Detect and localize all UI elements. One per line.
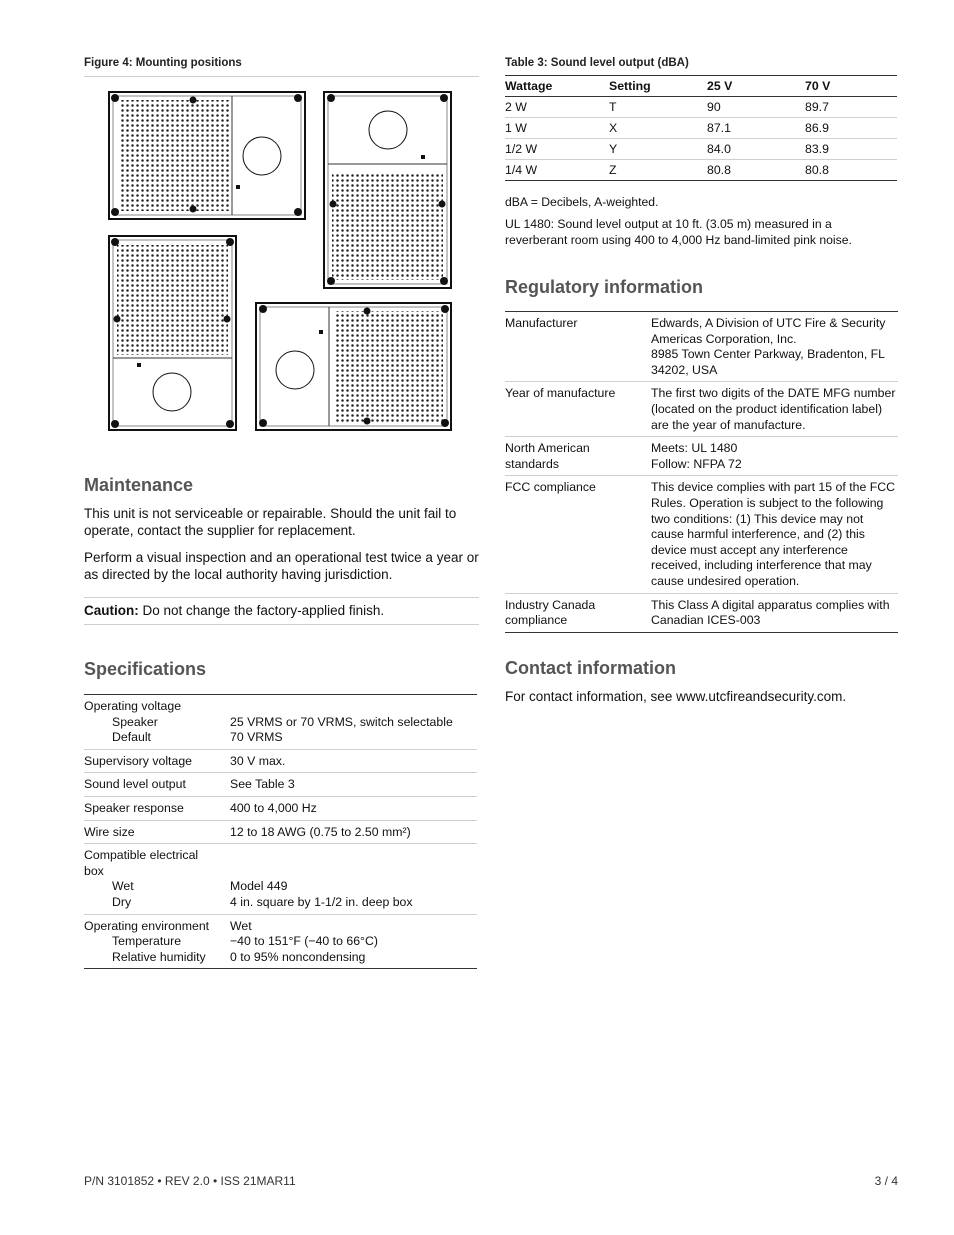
maintenance-paragraph-2: Perform a visual inspection and an operational test twice a year or as directed by the local authority having jurisdiction. xyxy=(84,550,479,582)
spec-sublabel: Temperature xyxy=(112,934,182,949)
sound-table-wrap xyxy=(505,75,897,181)
spec-value: 30 V max. xyxy=(230,753,286,768)
spec-row xyxy=(84,796,477,820)
table-cell: 86.9 xyxy=(805,121,829,135)
table-note-dba: dBA = Decibels, A-weighted. xyxy=(505,195,659,209)
spec-label: Wire size xyxy=(84,824,135,839)
table-cell: 90 xyxy=(707,100,721,114)
spec-value: 70 VRMS xyxy=(230,730,283,745)
regulatory-row xyxy=(505,437,898,476)
caution-text: Do not change the factory-applied finish. xyxy=(138,603,385,618)
regulatory-label: Manufacturer xyxy=(505,316,578,330)
column-header: Wattage xyxy=(505,79,553,93)
table-cell: 80.8 xyxy=(805,163,829,177)
sound-level-table xyxy=(505,75,897,181)
speaker-unit-vertical-grille-bottom xyxy=(324,92,451,288)
regulatory-label: Industry Canada compliance xyxy=(505,597,596,628)
spec-sublabel: Speaker xyxy=(112,714,158,729)
speaker-unit-vertical-grille-top xyxy=(109,236,236,430)
speaker-unit-horizontal-grille-right xyxy=(256,303,451,430)
regulatory-value: The first two digits of the DATE MFG number (located on the product identification label) are the year of manufacture. xyxy=(651,386,896,432)
spec-sublabel: Wet xyxy=(112,879,134,894)
spec-value: Wet xyxy=(230,918,252,933)
spec-row xyxy=(84,914,477,969)
table-cell: Y xyxy=(609,142,618,156)
spec-sublabel: Dry xyxy=(112,894,132,909)
column-header: 70 V xyxy=(805,79,831,93)
footer-page-number: 3 / 4 xyxy=(874,1174,898,1188)
table-row xyxy=(505,118,897,139)
table-cell: X xyxy=(609,121,618,135)
table-cell: 89.7 xyxy=(805,100,829,114)
regulatory-label: Year of manufacture xyxy=(505,386,616,401)
table-cell: 80.8 xyxy=(707,163,731,177)
regulatory-table xyxy=(505,311,898,633)
regulatory-value: Edwards, A Division of UTC Fire & Security Americas Corporation, Inc. 8985 Town Center Parkway, Bradenton, FL 34202, USA xyxy=(651,316,886,377)
footer-part-number: P/N 3101852 • REV 2.0 • ISS 21MAR11 xyxy=(84,1174,296,1188)
spec-label: Operating environment xyxy=(84,918,210,933)
spec-label: Sound level output xyxy=(84,777,186,792)
regulatory-label: FCC compliance xyxy=(505,480,596,495)
spec-label: Compatible electrical box xyxy=(84,848,199,878)
spec-sublabel: Relative humidity xyxy=(112,949,206,964)
spec-value: 400 to 4,000 Hz xyxy=(230,800,317,815)
table-header-row xyxy=(505,76,897,97)
speaker-unit-horizontal-grille-left xyxy=(109,92,305,219)
specifications-table-wrap xyxy=(84,694,477,969)
specifications-heading: Specifications xyxy=(84,659,207,679)
spec-label: Speaker response xyxy=(84,800,184,815)
contact-text: For contact information, see www.utcfireandsecurity.com. xyxy=(505,689,847,704)
regulatory-row xyxy=(505,312,898,382)
table-row xyxy=(505,139,897,160)
table-cell: 87.1 xyxy=(707,121,731,135)
caution-top-rule xyxy=(84,597,479,598)
spec-label: Supervisory voltage xyxy=(84,753,192,768)
spec-value xyxy=(230,699,477,715)
contact-heading: Contact information xyxy=(505,658,676,678)
spec-row xyxy=(84,844,477,914)
table-cell: 2 W xyxy=(505,100,527,114)
caution-note xyxy=(84,602,479,619)
table-cell: Z xyxy=(609,163,617,177)
specifications-table xyxy=(84,694,477,969)
spec-value: 0 to 95% noncondensing xyxy=(230,949,366,964)
maintenance-paragraph-1: This unit is not serviceable or repairable. Should the unit fail to operate, contact the supplier for replacement. xyxy=(84,506,457,538)
column-header: Setting xyxy=(609,79,651,93)
table-cell: 1 W xyxy=(505,121,527,135)
spec-value: Model 449 xyxy=(230,879,288,894)
spec-row xyxy=(84,773,477,797)
caution-bottom-rule xyxy=(84,624,479,625)
regulatory-value: This device complies with part 15 of the FCC Rules. Operation is subject to the following two conditions: (1) This device may not cause harmful interference, and (2) this device must accept any interference received, including interference that may cause undesired operation. xyxy=(651,480,895,588)
mounting-positions-figure xyxy=(105,88,455,434)
table-row xyxy=(505,97,897,118)
spec-row xyxy=(84,695,477,750)
regulatory-row xyxy=(505,593,898,632)
table-row xyxy=(505,160,897,181)
spec-row xyxy=(84,749,477,773)
spec-value: 25 VRMS or 70 VRMS, switch selectable xyxy=(230,714,453,729)
regulatory-heading: Regulatory information xyxy=(505,277,704,297)
regulatory-value: Meets: UL 1480 Follow: NFPA 72 xyxy=(651,441,742,471)
table-cell: T xyxy=(609,100,617,114)
figure-caption: Figure 4: Mounting positions xyxy=(84,57,242,69)
regulatory-row xyxy=(505,476,898,593)
spec-value: 4 in. square by 1-1/2 in. deep box xyxy=(230,894,413,909)
table-cell: 83.9 xyxy=(805,142,829,156)
caution-label: Caution: xyxy=(84,603,139,618)
spec-value: −40 to 151°F (−40 to 66°C) xyxy=(230,934,378,949)
table-caption: Table 3: Sound level output (dBA) xyxy=(505,57,689,69)
regulatory-row xyxy=(505,382,898,437)
table-cell: 1/2 W xyxy=(505,142,538,156)
spec-value: See Table 3 xyxy=(230,777,295,792)
column-header: 25 V xyxy=(707,79,733,93)
regulatory-value: This Class A digital apparatus complies with Canadian ICES-003 xyxy=(651,597,890,628)
figure-caption-rule xyxy=(84,76,479,77)
regulatory-label: North American standards xyxy=(505,441,590,471)
spec-label: Operating voltage xyxy=(84,699,182,713)
table-cell: 1/4 W xyxy=(505,163,538,177)
spec-value: 12 to 18 AWG (0.75 to 2.50 mm²) xyxy=(230,824,411,839)
spec-row xyxy=(84,820,477,844)
table-note-ul1480: UL 1480: Sound level output at 10 ft. (3.05 m) measured in a reverberant room using 400 to 4,000 Hz band-limited pink noise. xyxy=(505,217,852,247)
maintenance-heading: Maintenance xyxy=(84,475,194,495)
table-cell: 84.0 xyxy=(707,142,731,156)
spec-sublabel: Default xyxy=(112,730,151,745)
regulatory-table-wrap xyxy=(505,311,898,633)
